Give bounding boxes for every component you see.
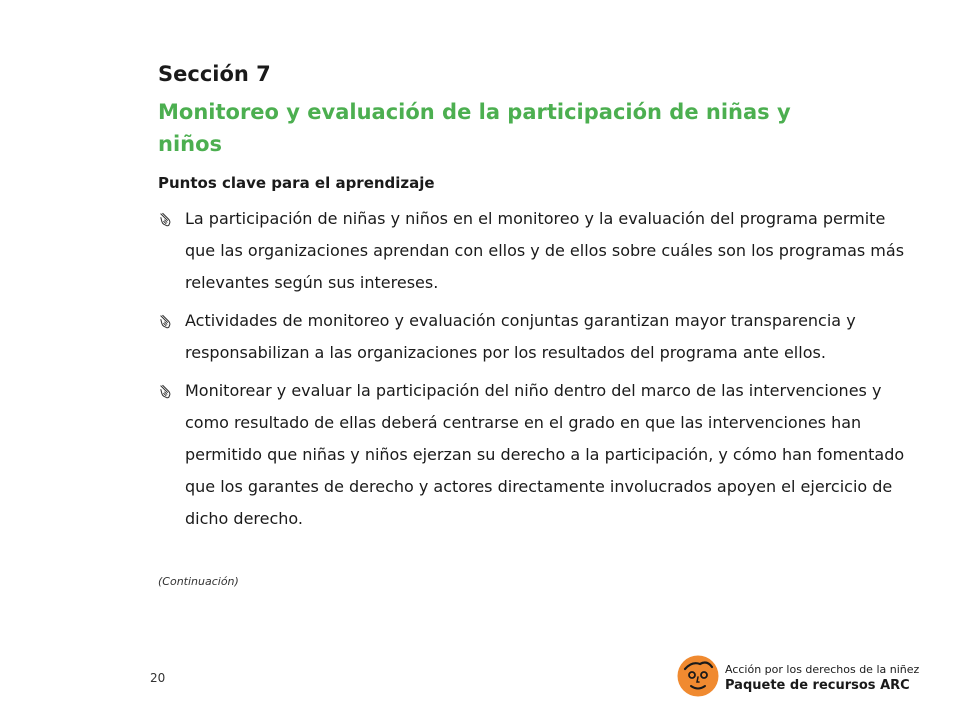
- key-points-heading: Puntos clave para el aprendizaje: [158, 174, 435, 192]
- list-item-text: Actividades de monitoreo y evaluación conjuntas garantizan mayor transparencia y responsabilizan a las organizaciones por los resultados del programa ante ellos.: [185, 311, 856, 362]
- list-item-text: Monitorear y evaluar la participación del niño dentro del marco de las intervenciones y como resultado de ellas deberá centrarse en el grado en que las intervenciones han permitido que niñas y niños ejerzan su derecho a la participación, y cómo han fomentado que los garantes de derecho y actores directamente involucrados apoyen el ejercicio de dicho derecho.: [185, 381, 905, 528]
- continuation-note: (Continuación): [158, 575, 239, 588]
- pointing-hand-icon: [159, 314, 174, 329]
- list-item: [158, 375, 918, 535]
- pointing-hand-icon: [159, 384, 174, 399]
- list-item: [158, 305, 918, 369]
- logo-tagline: Acción por los derechos de la niñez: [725, 663, 920, 676]
- section-label: Sección 7: [158, 62, 271, 86]
- list-item: [158, 203, 918, 299]
- page-number: 20: [150, 671, 166, 685]
- key-points-list: [158, 203, 918, 541]
- arc-logo: [676, 654, 946, 704]
- section-title: Monitoreo y evaluación de la participación de niñas y niños: [158, 100, 791, 156]
- logo-title: Paquete de recursos ARC: [725, 678, 910, 693]
- pointing-hand-icon: [159, 212, 174, 227]
- child-face-logo-icon: [676, 654, 720, 698]
- list-item-text: La participación de niñas y niños en el monitoreo y la evaluación del programa permite que las organizaciones aprendan con ellos y de ellos sobre cuáles son los programas más relevantes según sus intereses.: [185, 209, 905, 292]
